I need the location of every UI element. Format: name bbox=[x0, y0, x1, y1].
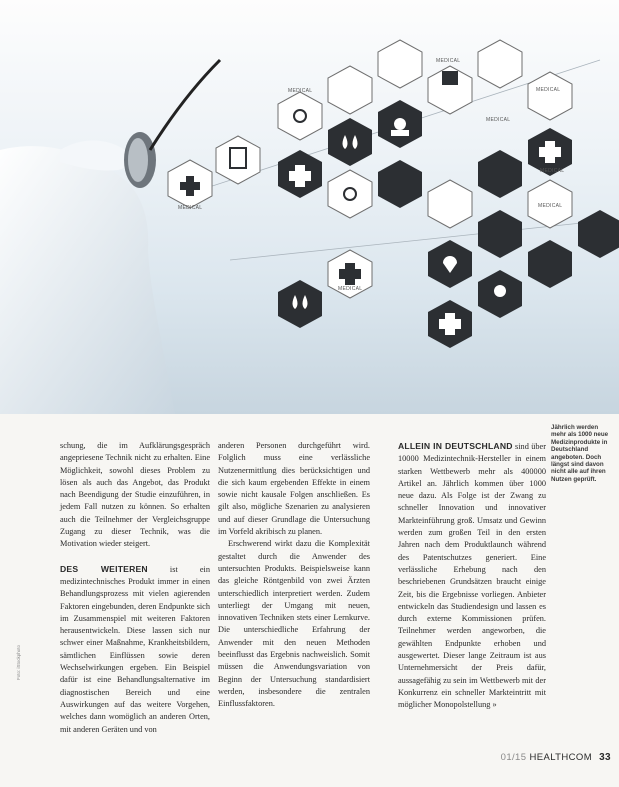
paragraph: anderen Personen durchgeführt wird. Folglich muss eine verlässliche Nutzenermittlung dies berücksichtigen und die sich kaum ergebenden Effekte in einem sowie nicht kausale Folgen anschließen. Es gilt also, mögliche Szenarien zu analysieren und auf dieser Grundlage die Untersuchung im Vorfeld akribisch zu planen. bbox=[218, 441, 370, 537]
hex-label-3: MEDICAL bbox=[436, 58, 461, 64]
hex-label-1: MEDICAL bbox=[178, 205, 203, 211]
paragraph: DES WEITEREN ist ein medizintechnisches Produkt immer in einen Behandlungsprozess mit vielen agierenden Faktoren eingebunden, deren Endpunkte sich im Zusammenspiel mit weiteren Faktoren herausentwickeln. Diese lassen sich nur schwer einer Maßnahme, Krankheitsbildern, sämtlichen Einflüssen sowie deren Wechselwirkungen ergeben. Ein Beispiel dafür ist eine Behandlungsalternative im diagnostischen Bereich und eine Auswirkungen auf das weitere Vorgehen, welches dann womöglich an anderen Orten, mit anderen Geräten und von bbox=[60, 563, 210, 734]
page-footer bbox=[501, 752, 611, 763]
paragraph: schung, die im Aufklärungsgespräch angepriesene Technik nicht zu erhalten. Eine Möglichkeit, sowohl dieses Problem zu lösen als auch das Angebot, das Produkt nach Beendigung der Studie einzuführen, in jedem Fall nutzen zu können. So erhalten auch die Teilnehmer der Vergleichsgruppe Zugang zu dieser Technik, was die Motivation wieder steigert. bbox=[60, 441, 210, 549]
gloved-hand bbox=[0, 146, 175, 414]
photo-credit: Foto: iStockphoto bbox=[16, 644, 21, 680]
section-lead: ALLEIN IN DEUTSCHLAND bbox=[398, 441, 513, 451]
hex-label-5: MEDICAL bbox=[486, 117, 511, 123]
image-caption: Jährlich werden mehr als 1000 neue Medizinprodukte in Deutschland angeboten. Doch längst sind davon nicht alle auf ihren Nutzen geprüft. bbox=[551, 424, 609, 483]
hex-label-8: MEDICAL bbox=[338, 286, 363, 292]
section-lead: DES WEITEREN bbox=[60, 563, 148, 574]
hex-label-6: MEDICAL bbox=[540, 168, 565, 174]
paragraph: ALLEIN IN DEUTSCHLAND sind über 10000 Medizintechnik-Hersteller in einem starken Wettbewerb mehr als 400000 Artikel an. Jährlich kommen über 1000 neue dazu. Als Folge ist der Zwang zu schneller Innovation und innovativer Markteinführung groß. Umsatz und Gewinn werden zum großen Teil in den ersten Jahren nach dem Produktlaunch während des Patentschutzes generiert. Eine verlässliche Erhebung nach den beschriebenen Grundsätzen braucht einige Zeit, bis die Ergebnisse vorliegen. Anbieter entwickeln das Studiendesign und lassen es durch externe Kommissionen prüfen. Teilnehmer werden angeworben, die gewählten Endpunkte erhoben und ausgewertet. Dieser lange Zeitraum ist aus Unternehmersicht der Preis dafür, aussagefähig zu sein im Wettbewerb mit der Konkurrenz ein schneller Markteintritt mit möglicher Monopolstellung » bbox=[398, 441, 546, 710]
article-column-2 bbox=[218, 440, 370, 711]
page-number: 33 bbox=[599, 752, 611, 763]
article-column-3 bbox=[398, 440, 546, 712]
paragraph: Erschwerend wirkt dazu die Komplexität gestaltet durch die Anwender des untersuchten Produkts. Beispielsweise kann das gleiche Röntgenbild von zwei Ärzten unterschiedlich interpretiert werden. Zudem unterliegt der Umgang mit neuen, innovativen Techniken stets einer Lernkurve. Die unterschiedliche Erfahrung der Anwender mit den neuen Methoden beeinflusst das Ergebnis nachweislich. Somit müssen die Anwendungsvariation von Beginn der Untersuchung standardisiert werden, insbesondere die zentralen Einflussfaktoren. bbox=[218, 539, 370, 709]
hex-label-7: MEDICAL bbox=[538, 203, 563, 209]
issue-number: 01/15 bbox=[500, 752, 527, 763]
magazine-name: HEALTHCOM bbox=[529, 752, 593, 763]
article-column-1 bbox=[60, 440, 210, 736]
hex-label-4: MEDICAL bbox=[536, 87, 561, 93]
hex-label-2: MEDICAL bbox=[288, 88, 313, 94]
